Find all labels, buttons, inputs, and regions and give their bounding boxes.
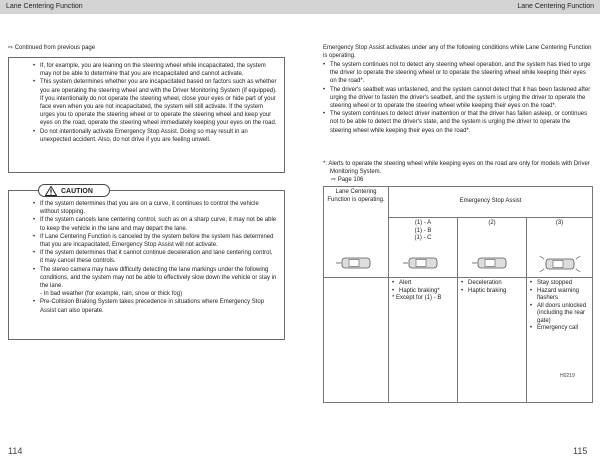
page-number-right: 115: [573, 446, 588, 456]
continued-note: ⇨ Continued from previous page: [8, 45, 96, 51]
caution-item: • If Lane Centering Function is canceled by the system before the system has determined that you are incapacitated, Emergency Stop Assist will not activate.: [33, 233, 277, 249]
effects-stage-1: [389, 278, 458, 403]
car-top-view-icon: [472, 255, 512, 271]
car-cell: [324, 247, 389, 278]
effects-stage-3: [527, 278, 593, 403]
warning-triangle-icon: [45, 186, 57, 196]
note-item: • If, for example, you are leaning on the steering wheel while incapacitated, the system may not be able to determine that you are incapacitated and cannot activate.: [33, 62, 277, 78]
stage-2-label: (2): [458, 218, 527, 248]
effect-item: • Alert: [392, 280, 454, 288]
table-header-emergency-stop: Emergency Stop Assist: [389, 187, 593, 218]
condition-item: • The system continues to detect driver inattention or that the driver has fallen asleep, or continues not to be able to detect the driver's state, and the system is urging the driver to operate the steering wheel while keeping their eyes on the road*.: [323, 110, 593, 135]
stage-3-label: (3): [527, 218, 593, 248]
car-cell: [389, 247, 458, 278]
footnote: *: Alerts to operate the steering wheel while keeping eyes on the road are only for models with Driver Monitoring System.: [323, 161, 590, 176]
effect-note: * Except for (1) - B: [392, 295, 442, 301]
condition-item: • The system continues not to detect any steering wheel operation, and the system has tried to urge the driver to operate the steering wheel or to operate the steering wheel while keeping their eyes on the road*.: [323, 61, 593, 86]
note-item: • Do not intentionally activate Emergency Stop Assist. Doing so may result in an unexpected accident. Also, do not drive if you are feeling unwell.: [33, 128, 277, 144]
note-box: [8, 57, 285, 173]
caution-label: CAUTION: [61, 188, 93, 195]
caution-box: [8, 190, 285, 340]
car-top-view-icon: [336, 255, 376, 271]
car-top-view-icon: [403, 255, 443, 271]
emergency-stop-table: [323, 186, 593, 403]
effect-item: • Emergency call: [530, 325, 589, 333]
stage-1-label: (1) - A (1) - B (1) - C: [389, 218, 458, 248]
figure-code: H0219: [560, 373, 575, 379]
page-reference-link[interactable]: ⇨ Page 106: [331, 177, 364, 183]
header-right-title: Lane Centering Function: [300, 0, 600, 14]
caution-item: • Pre-Collision Braking System takes precedence in situations where Emergency Stop Assist can also operate.: [33, 298, 277, 314]
effect-item: • Haptic braking: [461, 288, 523, 296]
car-hazard-lights-icon: [537, 255, 583, 273]
table-header-lane-centering: Lane Centering Function is operating.: [324, 187, 389, 248]
note-list: [33, 62, 277, 144]
page-number-left: 114: [8, 446, 23, 456]
car-cell: [458, 247, 527, 278]
caution-item: [33, 266, 277, 299]
caution-sub-condition: - In bad weather (for example, rain, snow or thick fog): [40, 291, 183, 298]
effect-item: • Haptic braking*: [392, 288, 454, 296]
effect-item: • Hazard warning flashers: [530, 288, 589, 303]
effect-item: • Deceleration: [461, 280, 523, 288]
effects-stage-2: [458, 278, 527, 403]
car-cell-hazard: [527, 247, 593, 278]
effects-empty-cell: [324, 278, 389, 403]
condition-list: [323, 61, 593, 135]
caution-item-text: The stereo camera may have difficulty detecting the lane markings under the following conditions, and the system may not be able to effectively slow down the vehicle or stay in the lane.: [40, 266, 277, 290]
caution-badge: [38, 184, 110, 197]
effect-item: • Stay stopped: [530, 280, 589, 288]
caution-list: [33, 200, 277, 315]
header-left-title: Lane Centering Function: [0, 0, 300, 14]
caution-item: • If the system cancels lane centering control, such as on a sharp curve, it may not be able to keep the vehicle in the lane and may depart the lane.: [33, 216, 277, 232]
caution-item: • If the system determines that it cannot continue deceleration and lane centering control, it may cancel these controls.: [33, 249, 277, 265]
caution-item: • If the system determines that you are on a curve, it continues to control the vehicle without stopping.: [33, 200, 277, 216]
effect-item: • All doors unlocked (including the rear gate): [530, 303, 589, 326]
note-item: • This system determines whether you are incapacitated based on factors such as whether you are operating the steering wheel and with the Driver Monitoring System (if equipped). If you intentionally do not operate the steering wheel, close your eyes or hide part of your face even when you are not incapacitated, the system will still activate. If the system urges you to operate the steering wheel or to operate the steering wheel and keep your eyes on the road, operate the steering wheel immediately keeping your eyes on the road.: [33, 78, 277, 127]
intro-text: Emergency Stop Assist activates under any of the following conditions while Lane Centering Function is operating.: [323, 45, 592, 60]
condition-item: • The driver's seatbelt was unfastened, and the system cannot detect that it has been fastened after urging the driver to fasten the driver's seatbelt, and the system is urging the driver to operate the steering wheel or to operate the steering wheel while keeping their eyes on the road*.: [323, 86, 593, 111]
